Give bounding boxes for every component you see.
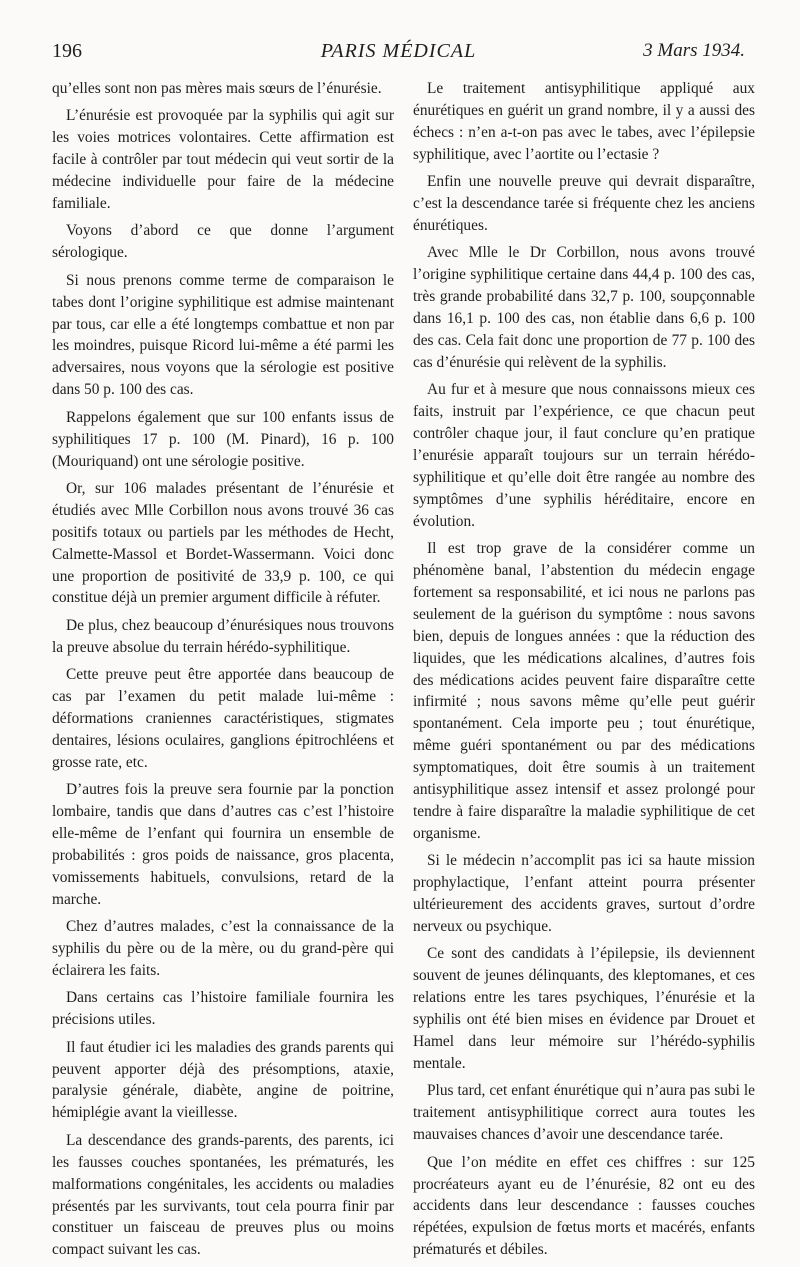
paragraph: Enfin une nouvelle preuve qui devrait disparaître, c’est la descendance tarée si fréquente chez les anciens énurétiques. bbox=[413, 173, 755, 234]
paragraph: Dans certains cas l’histoire familiale fournira les précisions utiles. bbox=[52, 989, 394, 1029]
paragraph: Si nous prenons comme terme de comparaison le tabes dont l’origine syphilitique est admise maintenant par tous, car elle a été longtemps combattue et non par les moindres, puisque Ricord lui-même a été parmi les adversaires, nous voyons que la sérologie est positive dans 50 p. 100 des cas. bbox=[52, 271, 394, 399]
right-column bbox=[413, 78, 755, 1267]
issue-date: 3 Mars 1934. bbox=[643, 40, 745, 61]
paragraph: Cette preuve peut être apportée dans beaucoup de cas par l’examen du petit malade lui-même : déformations craniennes caractéristiques, stigmates dentaires, lésions oculaires, ganglions épitrochléens et grosse rate, etc. bbox=[52, 666, 394, 771]
paragraph: qu’elles sont non pas mères mais sœurs de l’énurésie. bbox=[52, 80, 382, 97]
page-number: 196 bbox=[52, 40, 82, 62]
paragraph: Voyons d’abord ce que donne l’argument sérologique. bbox=[52, 222, 394, 262]
paragraph: Au fur et à mesure que nous connaissons mieux ces faits, instruit par l’expérience, ce que chacun peut contrôler chaque jour, il faut conclure qu’en pratique l’enurésie apparaît toujours sur un terrain hérédo-syphilitique et qu’elle doit être rangée au nombre des symptômes d’une syphilis héréditaire, encore en évolution. bbox=[413, 381, 755, 530]
journal-title: PARIS MÉDICAL bbox=[320, 40, 477, 62]
page-header bbox=[52, 40, 745, 68]
paragraph: Rappelons également que sur 100 enfants issus de syphilitiques 17 p. 100 (M. Pinard), 16 p. 100 (Mouriquand) ont une sérologie positive. bbox=[52, 408, 394, 470]
paragraph: Le traitement antisyphilitique appliqué aux énurétiques en guérit un grand nombre, il y a aussi des échecs : n’en a-t-on pas avec le tabes, avec l’épilepsie syphilitique, avec l’aortite ou l’ectasie ? bbox=[413, 80, 755, 163]
paragraph: Ce sont des candidats à l’épilepsie, ils deviennent souvent de jeunes délinquants, des kleptomanes, et ces relations entre les tares psychiques, l’énurésie et la syphilis ont été bien mises en évidence par Drouet et Hamel dans leur mémoire sur l’hérédo-syphilis mentale. bbox=[413, 945, 755, 1072]
left-column bbox=[52, 78, 394, 1267]
paragraph: Plus tard, cet enfant énurétique qui n’aura pas subi le traitement antisyphilitique correct aura toutes les mauvaises chances d’avoir une descendance tarée. bbox=[413, 1082, 755, 1144]
paragraph: Il faut étudier ici les maladies des grands parents qui peuvent apporter déjà des présomptions, ataxie, paralysie générale, diabète, angine de poitrine, hémiplégie avant la vieillesse. bbox=[52, 1038, 394, 1122]
paragraph: Avec Mlle le Dr Corbillon, nous avons trouvé l’origine syphilitique certaine dans 44,4 p. 100 des cas, très grande probabilité dans 32,7 p. 100, soupçonnable dans 16,1 p. 100 des cas, non établie dans 6,6 p. 100 des cas. Cela fait donc une proportion de 77 p. 100 des cas d’énurésie qui relèvent de la syphilis. bbox=[413, 244, 755, 371]
paragraph: Il est trop grave de la considérer comme un phénomène banal, l’abstention du médecin engage fortement sa responsabilité, et ici nous ne parlons pas seulement de la guérison du symptôme : nous savons bien, depuis de longues années : que la réduction des liquides, que les médications alcalines, d’autres fois des médications acides peuvent faire disparaître cette infirmité ; nous savons même qu’elle peut guérir spontanément. Cela importe peu ; tout énurétique, même guéri spontanément ou par des médications symptomatiques, doit être soumis à un traitement antisyphilitique assez intensif et assez prolongé pour tendre à faire disparaître la maladie syphilitique de cet organisme. bbox=[413, 540, 755, 842]
paragraph: D’autres fois la preuve sera fournie par la ponction lombaire, tandis que dans d’autres cas c’est l’histoire elle-même de l’enfant qui fournira un ensemble de probabilités : gros poids de naissance, gros placenta, vomissements habituels, convulsions, retard de la marche. bbox=[52, 781, 394, 908]
paragraph: Que l’on médite en effet ces chiffres : sur 125 procréateurs ayant eu de l’énurésie, 82 ont eu des accidents dans leur descendance : fausses couches répétées, expulsion de fœtus morts et macérés, enfants prématurés et débiles. bbox=[413, 1153, 755, 1259]
paragraph: L’énurésie est provoquée par la syphilis qui agit sur les voies motrices volontaires. Cette affirmation est facile à contrôler par tout médecin qui veut sortir de la médecine individuelle pour faire de la médecine familiale. bbox=[52, 107, 394, 213]
paragraph: Chez d’autres malades, c’est la connaissance de la syphilis du père ou de la mère, ou du grand-père qui éclairera les faits. bbox=[52, 918, 394, 979]
paragraph: De plus, chez beaucoup d’énurésiques nous trouvons la preuve absolue du terrain hérédo-syphilitique. bbox=[52, 616, 394, 656]
paragraph: La descendance des grands-parents, des parents, ici les fausses couches spontanées, les prématurés, les malformations congénitales, les accidents ou maladies présentés par les survivants, tout cela pourra finir par constituer un faisceau de preuves plus ou moins compact suivant les cas. bbox=[52, 1131, 394, 1259]
paragraph: Or, sur 106 malades présentant de l’énurésie et étudiés avec Mlle Corbillon nous avons trouvé 36 cas positifs totaux ou partiels par les méthodes de Hecht, Calmette-Massol et Bordet-Wassermann. Voici donc une proportion de positivité de 33,9 p. 100, ce qui constitue déjà un premier argument difficile à réfuter. bbox=[52, 479, 394, 607]
paragraph: Si le médecin n’accomplit pas ici sa haute mission prophylactique, l’enfant atteint pourra présenter ultérieurement des accidents graves, surtout d’ordre nerveux ou psychique. bbox=[413, 852, 755, 936]
